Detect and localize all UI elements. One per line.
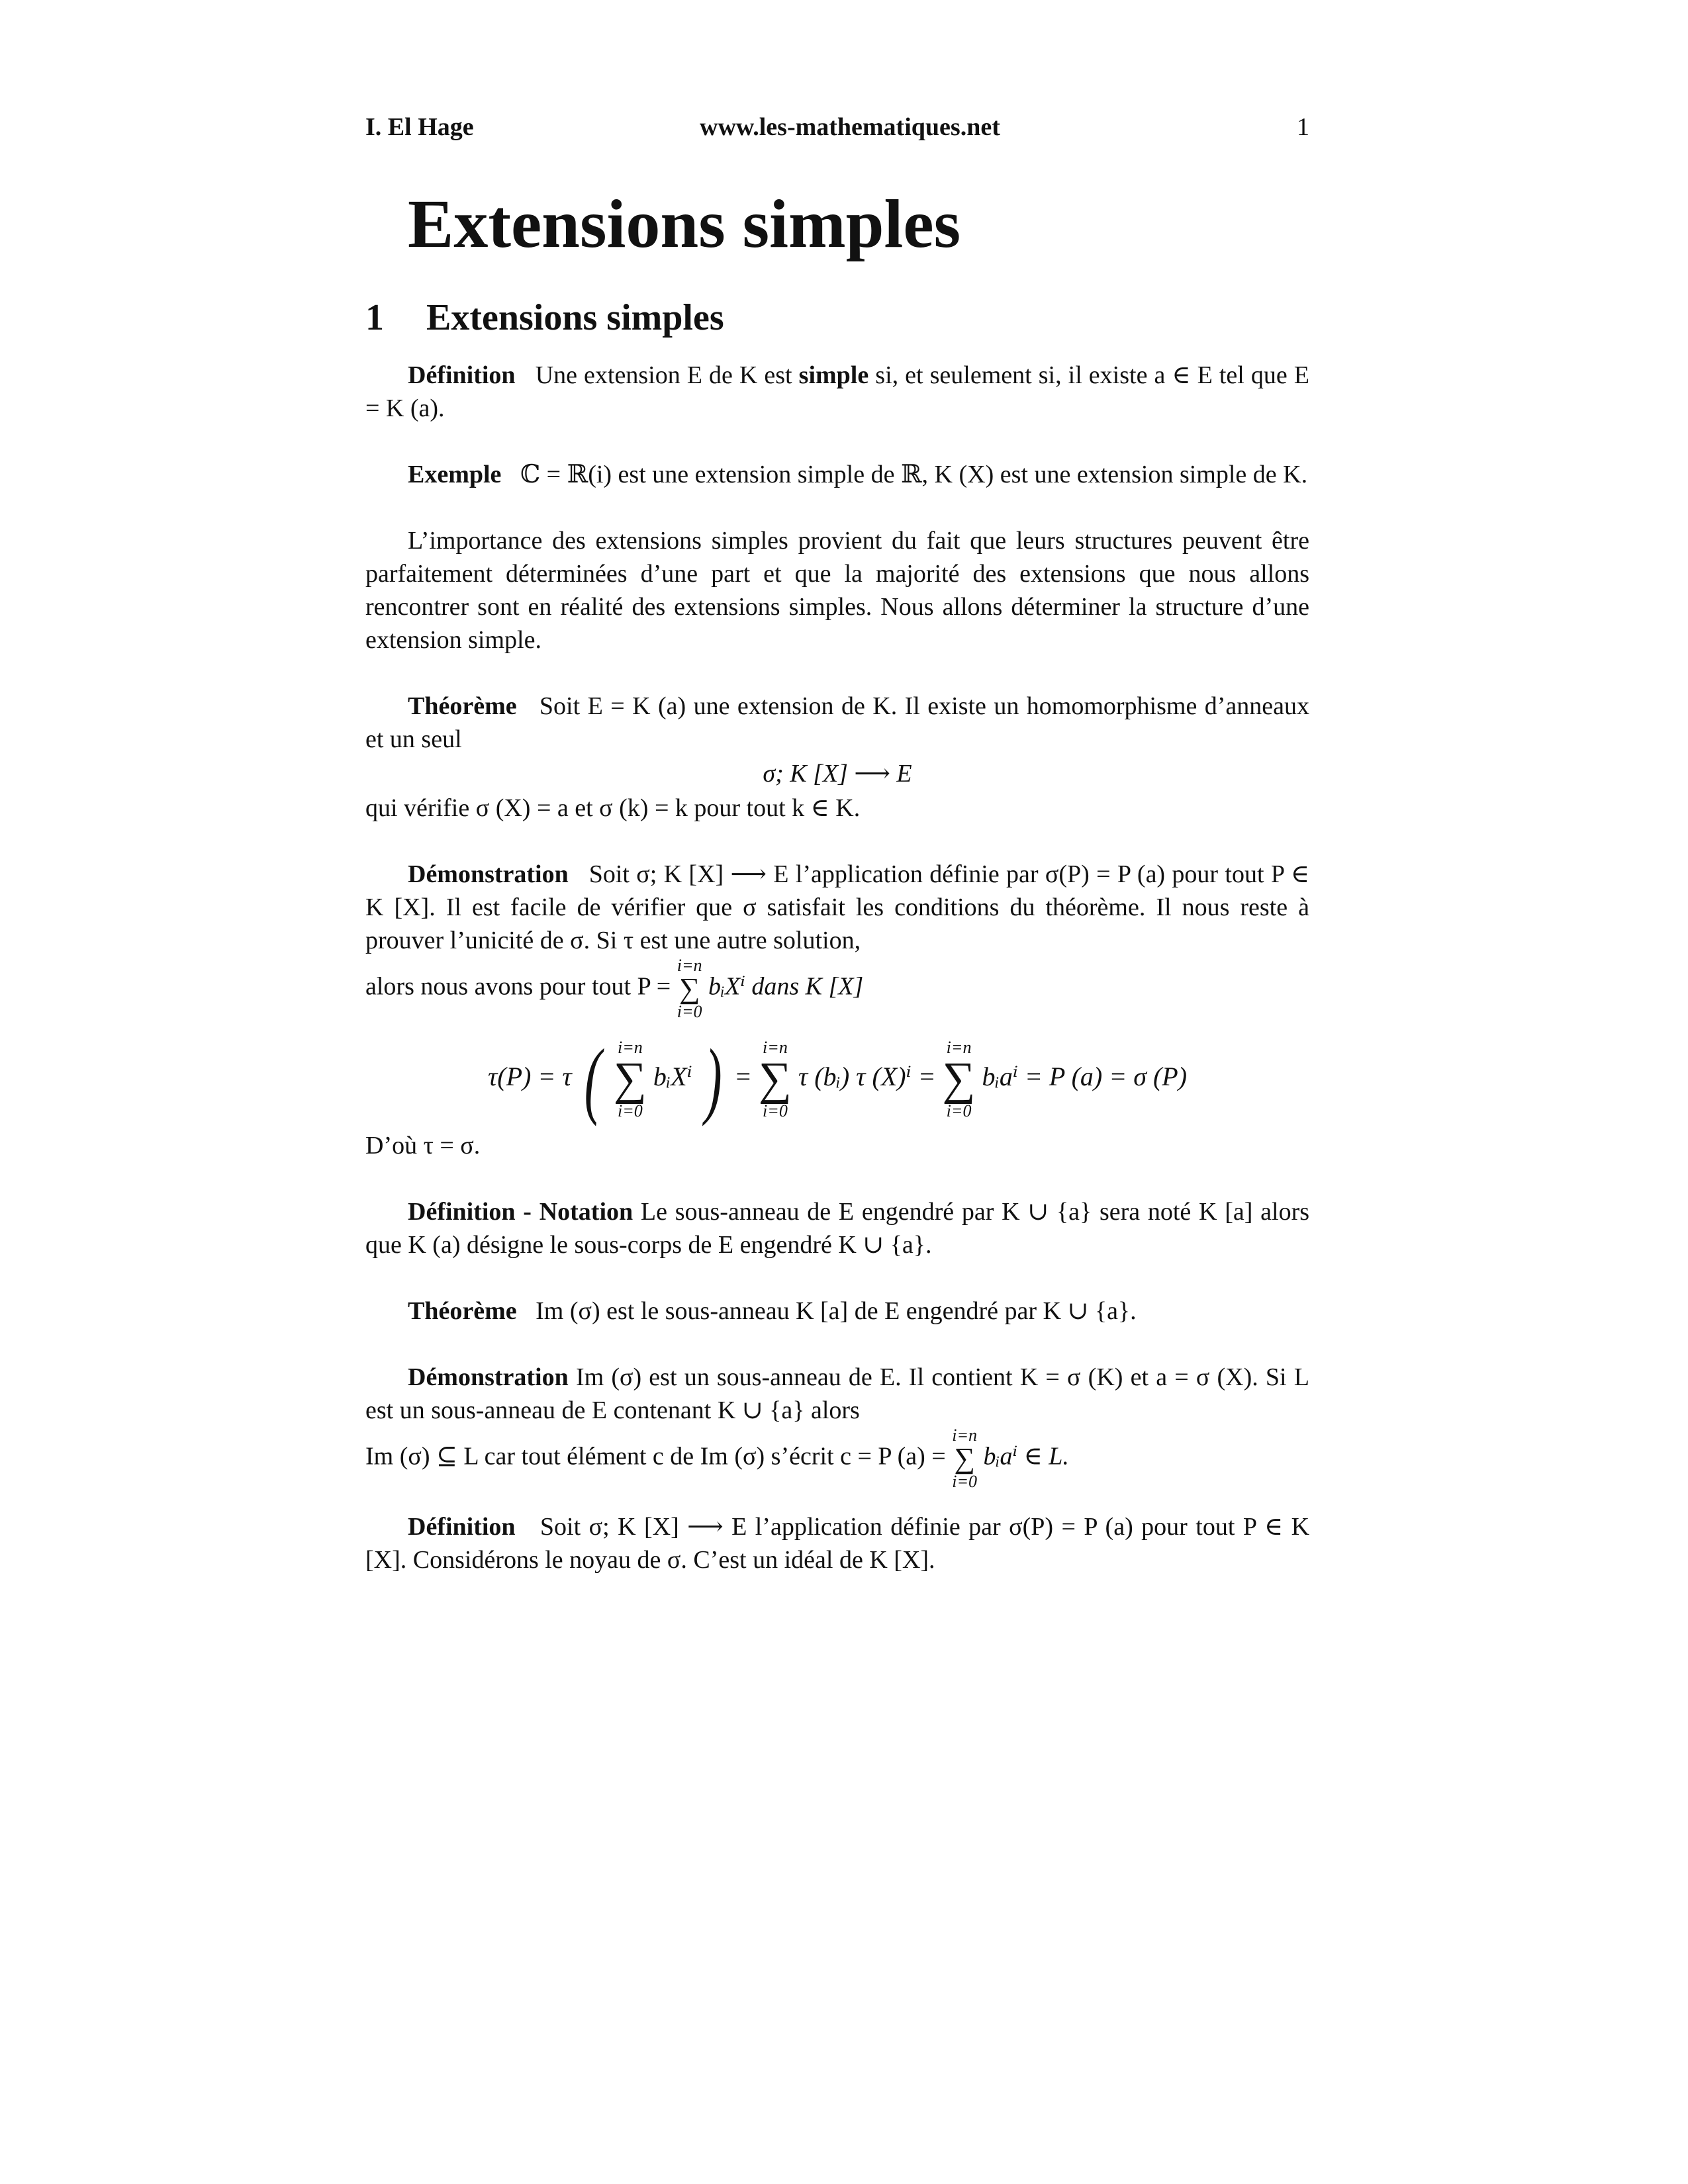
sum-symbol: i=n ∑ i=0 (613, 1038, 647, 1121)
proof-uniqueness: Démonstration Soit σ; K [X] ⟶ E l’application définie par σ(P) = P (a) pour tout P ∈ K [X]. Il est facile de vérifier que σ satisfait les conditions du théorème. Il nous reste à prouver l’unicité de σ. Si τ est une autre solution, (365, 860, 1309, 955)
theorem-homomorphism: Théorème Soit E = K (a) une extension de K. Il existe un homomorphisme d’anneaux et un seul (365, 692, 1310, 754)
definition-kernel: Définition Soit σ; K [X] ⟶ E l’application définie par σ(P) = P (a) pour tout P ∈ K [X]. Considérons le noyau de σ. C’est un idéal de K [X]. (365, 1513, 1310, 1574)
proof-image-sum-line: Im (σ) ⊆ L car tout élément c de Im (σ) s’écrit c = P (a) = i=n ∑ i=0 bᵢaⁱ ∈ L. (365, 1426, 1069, 1492)
theorem-label: Théorème (408, 1297, 517, 1326)
section-number: 1 (365, 297, 384, 339)
definition-simple: Définition Une extension E de K est simple si, et seulement si, il existe a ∈ E tel que E = K (a). (365, 361, 1309, 423)
display-equation: τ(P) = τ ( i=n ∑ i=0 bᵢXⁱ ) = i=n ∑ i=0 τ (bᵢ) τ (X)ⁱ = i=n ∑ i=0 bᵢaⁱ = P (a) = σ (P) (487, 1032, 1188, 1128)
proof-sum-line: alors nous avons pour tout P = i=n ∑ i=0 bᵢXⁱ dans K [X] (365, 956, 864, 1022)
sum-symbol: i=n ∑ i=0 (952, 1426, 978, 1492)
proof-image: Démonstration Im (σ) est un sous-anneau de E. Il contient K = σ (K) et a = σ (X). Si L est un sous-anneau de E contenant K ∪ {a} alors (365, 1363, 1310, 1425)
header-site: www.les-mathematiques.net (700, 113, 1000, 141)
sum-symbol: i=n ∑ i=0 (677, 956, 702, 1022)
section-heading (365, 296, 1309, 339)
definition-notation: Définition - Notation Le sous-anneau de E engendré par K ∪ {a} sera noté K [a] alors que K (a) désigne le sous-corps de E engendré K ∪ {a}. (365, 1198, 1310, 1259)
theorem-condition: qui vérifie σ (X) = a et σ (k) = k pour tout k ∈ K. (365, 794, 861, 823)
proof-label: Démonstration (408, 1363, 569, 1392)
example-label: Exemple (408, 461, 502, 489)
sum-symbol: i=n ∑ i=0 (758, 1038, 792, 1121)
definition-label: Définition (408, 1198, 516, 1226)
page-title: Extensions simples (408, 186, 961, 262)
definition-label: Définition (408, 361, 516, 390)
sum-symbol: i=n ∑ i=0 (942, 1038, 976, 1121)
page (365, 106, 1309, 1576)
definition-label: Définition (408, 1513, 516, 1541)
header-author: I. El Hage (365, 113, 474, 141)
proof-label: Démonstration (408, 860, 569, 889)
section-title: Extensions simples (426, 297, 724, 339)
theorem-formula: σ; K [X] ⟶ E (763, 760, 912, 788)
example: Exemple ℂ = ℝ(i) est une extension simple de ℝ, K (X) est une extension simple de K. (408, 461, 1308, 489)
page-number: 1 (1297, 113, 1309, 141)
proof-conclusion: D’où τ = σ. (365, 1132, 481, 1160)
running-header (365, 106, 1309, 146)
importance-paragraph: L’importance des extensions simples provient du fait que leurs structures peuvent être parfaitement déterminées d’une part et que la majorité des extensions que nous allons rencontrer sont en réalité des extensions simples. Nous allons déterminer la structure d’une extension simple. (365, 527, 1309, 655)
theorem-image: Théorème Im (σ) est le sous-anneau K [a] de E engendré par K ∪ {a}. (408, 1297, 1137, 1326)
theorem-label: Théorème (408, 692, 517, 721)
